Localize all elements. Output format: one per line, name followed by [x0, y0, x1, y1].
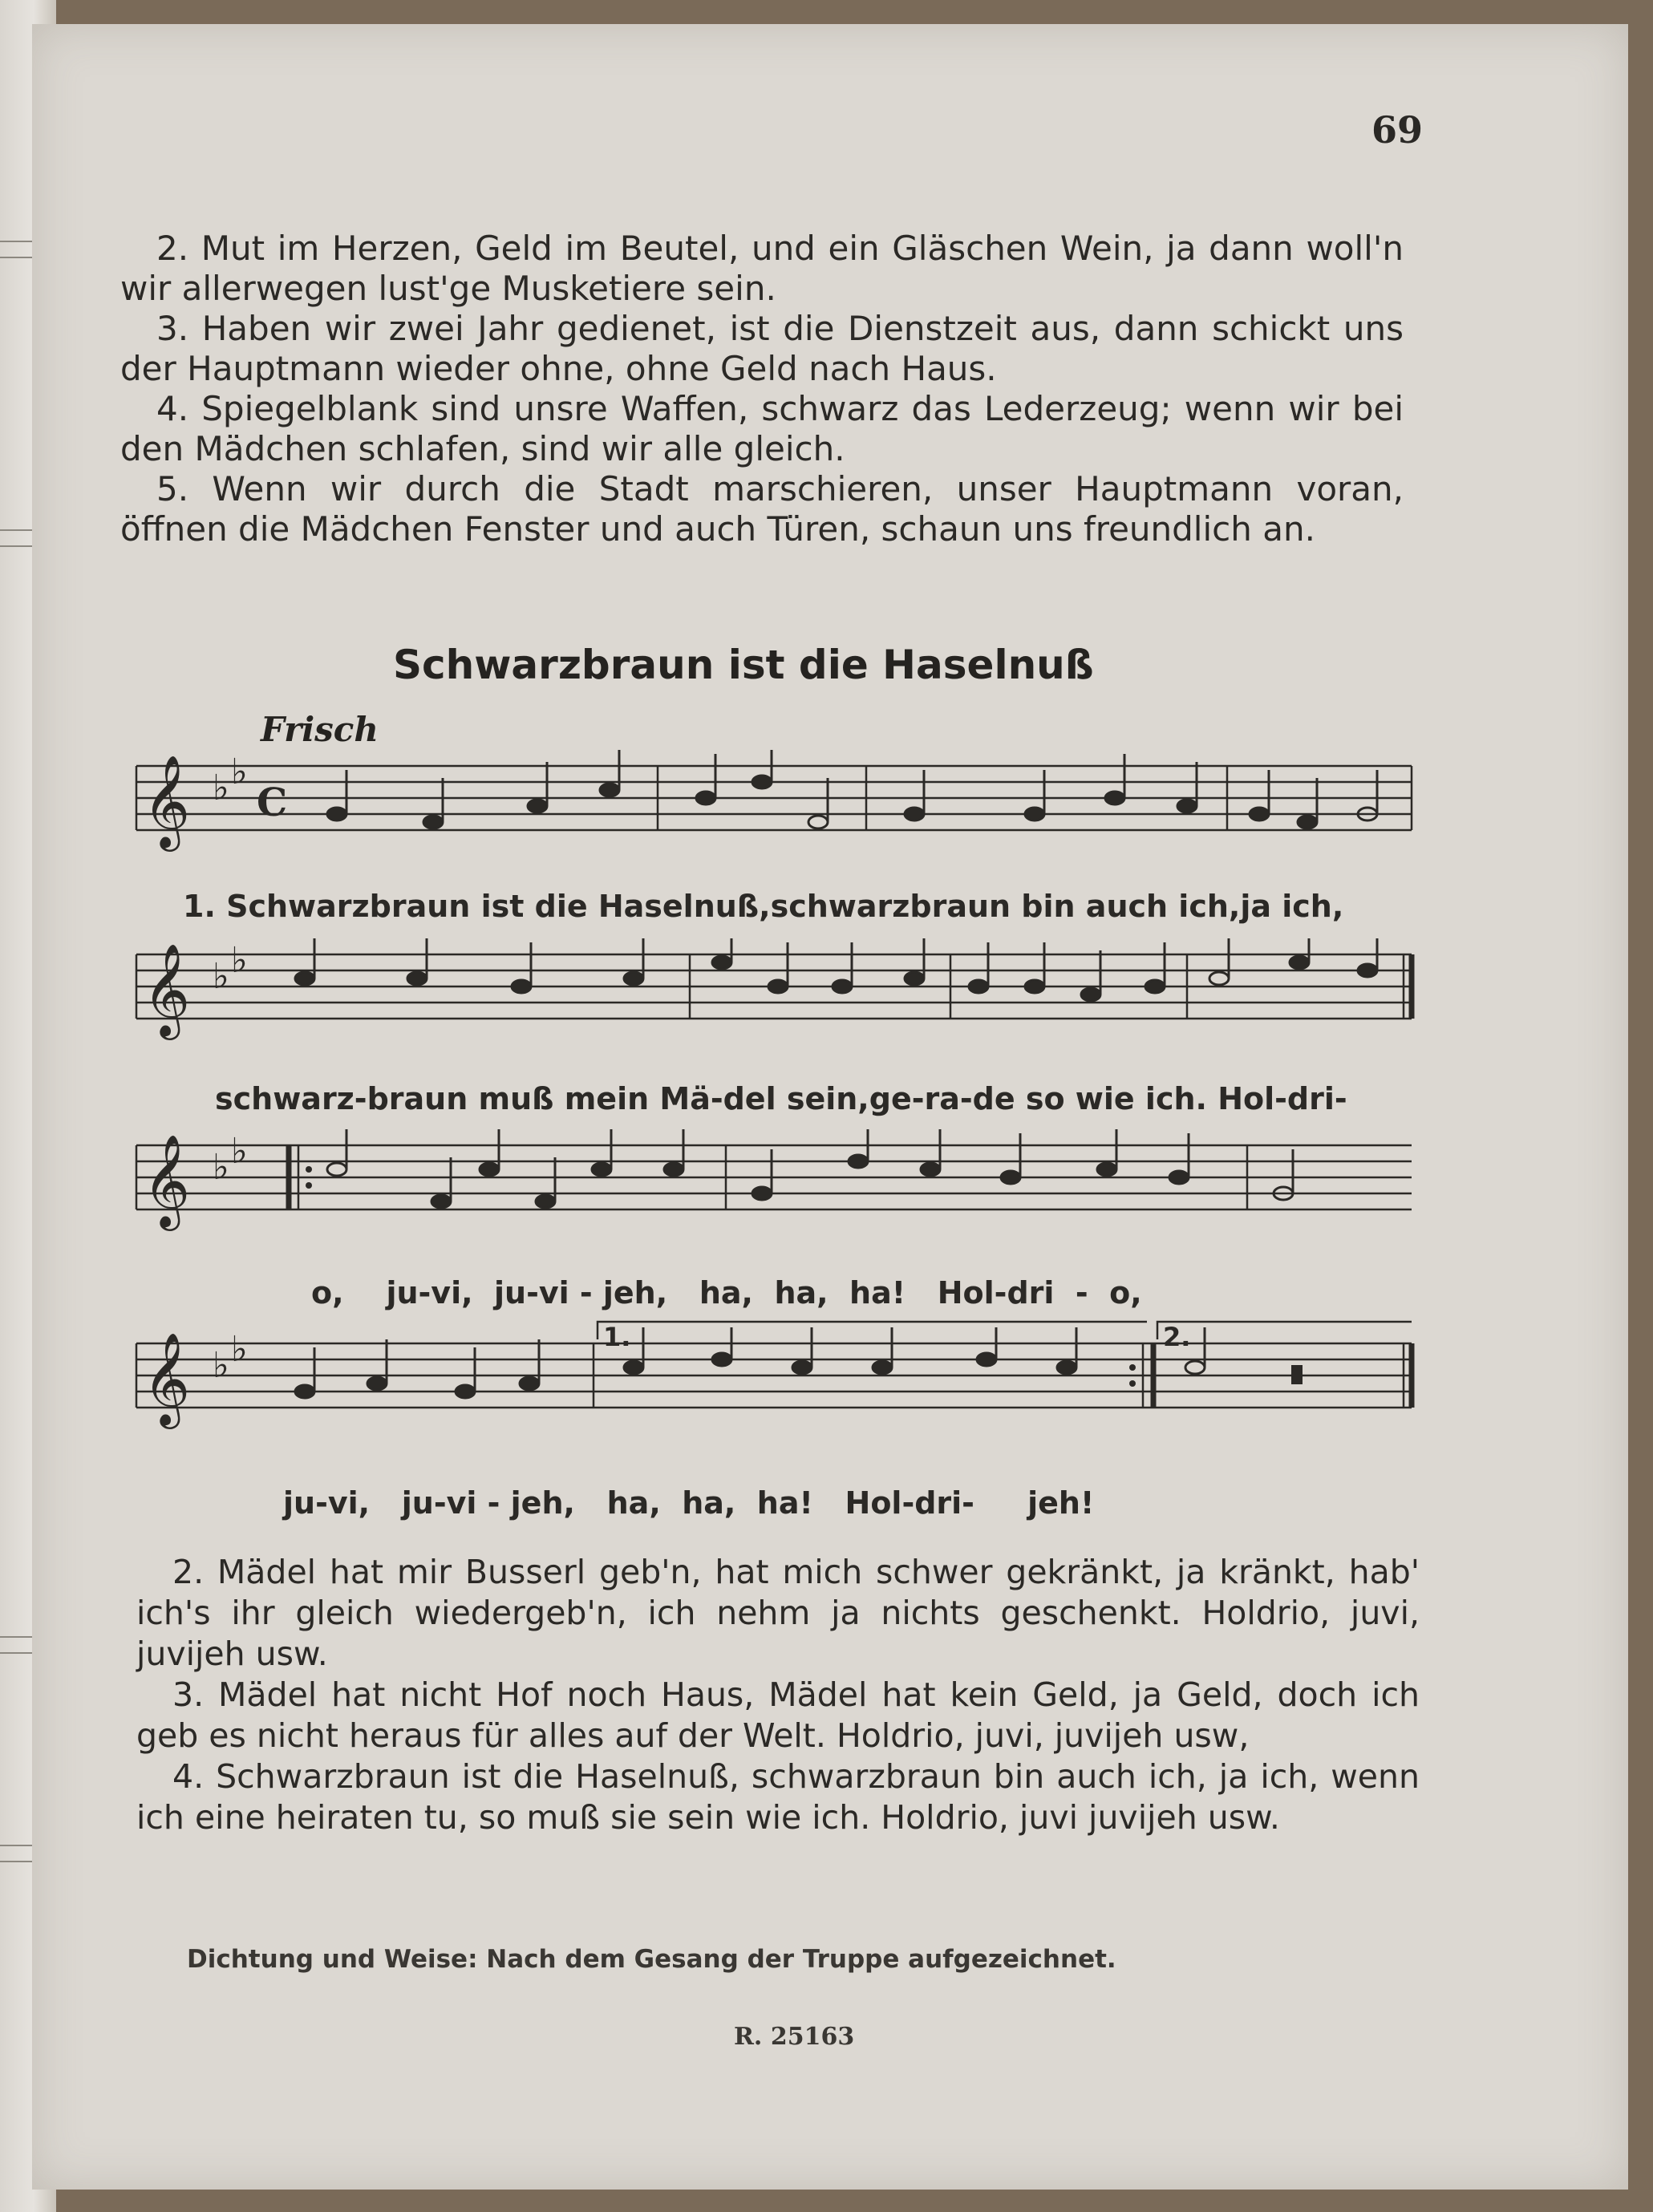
lyric-line-4: ju-vi, ju-vi - jeh, ha, ha, ha! Hol-dri- jeh! [283, 1485, 1095, 1521]
music-staff-1 [128, 750, 1420, 870]
svg-text:𝄞: 𝄞 [143, 1331, 191, 1425]
svg-text:♭: ♭ [213, 956, 229, 997]
verse-3-bottom: 3. Mädel hat nicht Hof noch Haus, Mädel hat kein Geld, ja Geld, doch ich geb es nicht heraus für alles auf der Welt. Holdrio, juvi, juvijeh usw, [136, 1675, 1420, 1755]
svg-text:C: C [257, 780, 288, 825]
music-staff-4 [128, 1315, 1420, 1436]
svg-text:𝄞: 𝄞 [143, 942, 191, 1036]
verse-3: 3. Haben wir zwei Jahr gedienet, ist die Dienstzeit aus, dann schickt uns der Hauptmann wieder ohne, ohne Geld nach Haus. [120, 309, 1404, 388]
verse-4: 4. Spiegelblank sind unsre Waffen, schwarz das Lederzeug; wenn wir bei den Mädchen schlafen, sind wir alle gleich. [120, 389, 1404, 468]
svg-text:♭: ♭ [231, 752, 248, 792]
verse-4-bottom: 4. Schwarzbraun ist die Haselnuß, schwarzbraun bin auch ich, ja ich, wenn ich eine heiraten tu, so muß sie sein wie ich. Holdrio, juvi juvijeh usw. [136, 1757, 1420, 1837]
catalog-number: R. 25163 [734, 2023, 855, 2051]
lyric-line-2: schwarz-braun muß mein Mä-del sein,ge-ra-de so wie ich. Hol-dri- [215, 1081, 1347, 1116]
music-staff-3 [128, 1129, 1420, 1250]
svg-text:♭: ♭ [231, 940, 248, 981]
ending-2-label: 2. [1163, 1322, 1191, 1352]
svg-text:♭: ♭ [231, 1131, 248, 1172]
verse-2-bottom: 2. Mädel hat mir Busserl geb'n, hat mich schwer gekränkt, ja kränkt, hab' ich's ihr gleich wiedergeb'n, ich nehm ja nichts geschenkt. Holdrio, juvi, juvijeh usw. [136, 1553, 1420, 1673]
ending-1-label: 1. [603, 1322, 631, 1352]
lyric-line-1: 1. Schwarzbraun ist die Haselnuß,schwarzbraun bin auch ich,ja ich, [183, 889, 1344, 924]
song-title: Schwarzbraun ist die Haselnuß [393, 642, 1094, 688]
svg-text:♭: ♭ [231, 1329, 248, 1370]
verse-2: 2. Mut im Herzen, Geld im Beutel, und ein Gläschen Wein, ja dann woll'n wir allerwegen lust'ge Musketiere sein. [120, 229, 1404, 308]
verses-top [120, 229, 1404, 549]
verse-5: 5. Wenn wir durch die Stadt marschieren, unser Hauptmann voran, öffnen die Mädchen Fenster und auch Türen, schaun uns freundlich an. [120, 469, 1404, 549]
credit-line: Dichtung und Weise: Nach dem Gesang der Truppe aufgezeichnet. [187, 1945, 1116, 1974]
page-number: 69 [1371, 108, 1424, 152]
tempo-marking: Frisch [261, 710, 379, 749]
svg-text:♭: ♭ [213, 1147, 229, 1188]
lyric-line-3: o, ju-vi, ju-vi - jeh, ha, ha, ha! Hol-dri - o, [311, 1275, 1142, 1311]
svg-text:𝄞: 𝄞 [143, 1133, 191, 1227]
verses-bottom [136, 1552, 1420, 1838]
svg-text:𝄞: 𝄞 [143, 754, 191, 848]
svg-text:♭: ♭ [213, 768, 229, 808]
music-staff-2 [128, 938, 1420, 1059]
svg-text:♭: ♭ [213, 1345, 229, 1386]
